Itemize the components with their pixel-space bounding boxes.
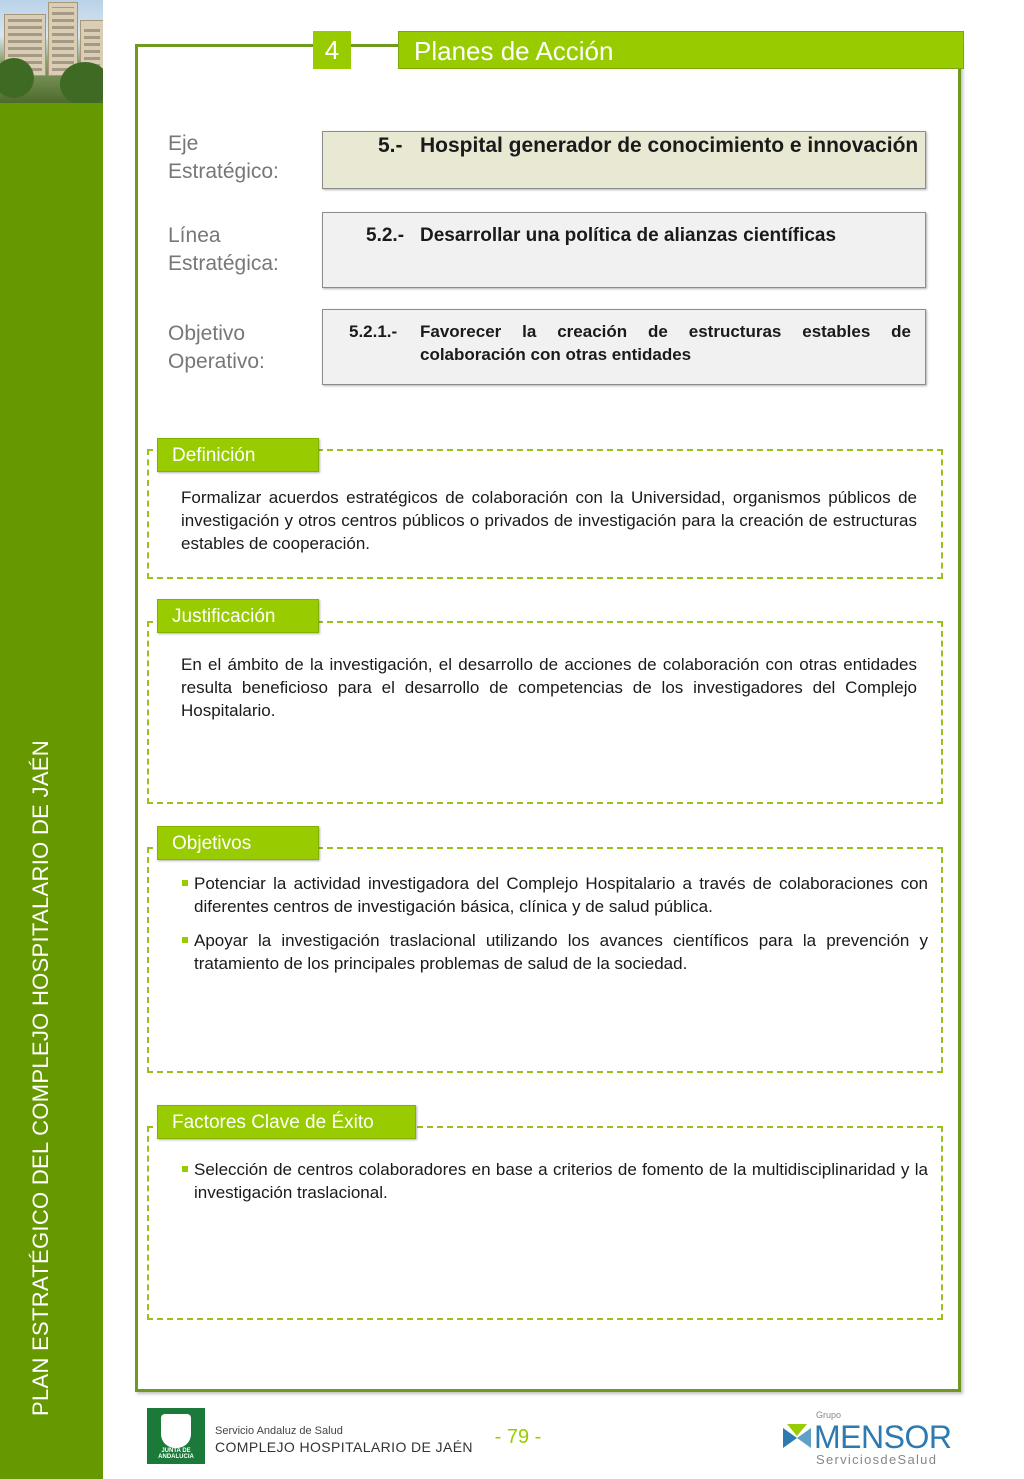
mensor-tagline: ServiciosdeSalud (816, 1452, 938, 1467)
linea-code: 5.2.- (366, 225, 405, 246)
junta-shield-icon (147, 1408, 205, 1464)
factores-list (181, 1158, 928, 1215)
linea-label (168, 222, 279, 278)
bullet-icon (182, 1166, 188, 1172)
eje-code: 5.- (378, 134, 403, 157)
linea-text: Desarrollar una política de alianzas científicas (420, 225, 837, 246)
grupo-text: Grupo (816, 1410, 842, 1420)
bullet-icon (182, 937, 188, 943)
eje-label-line2: Estratégico: (168, 160, 279, 183)
eje-label (168, 130, 279, 186)
hospital-photo (0, 0, 103, 103)
list-item-text: Potenciar la actividad investigadora del Complejo Hospitalario a través de colaboraciones con diferentes centros de investigación básica, clínica y de salud pública. (194, 874, 928, 916)
linea-box (322, 212, 926, 288)
linea-label-line1: Línea (168, 224, 221, 247)
list-item (181, 1158, 928, 1204)
chapter-title: Planes de Acción (398, 31, 964, 69)
objetivos-tab: Objetivos (157, 826, 319, 860)
definicion-body: Formalizar acuerdos estratégicos de colaboración con la Universidad, organismos públicos de investigación y otros centros públicos o privados de investigación para la creación de estructuras estables de cooperación. (181, 488, 917, 553)
chj-text: COMPLEJO HOSPITALARIO DE JAÉN (215, 1439, 473, 1455)
mensor-mark-icon (783, 1424, 811, 1452)
objetivo-label-line1: Objetivo (168, 322, 246, 345)
sidebar-title: PLAN ESTRATÉGICO DEL COMPLEJO HOSPITALARIO DE JAÉN (28, 740, 53, 1416)
justificacion-tab: Justificación (157, 599, 319, 633)
junta-logo (147, 1408, 473, 1464)
eje-label-line1: Eje (168, 132, 199, 155)
sas-text: Servicio Andaluz de Salud (215, 1425, 343, 1437)
definicion-tab: Definición (157, 438, 319, 472)
list-item (181, 872, 928, 918)
list-item (181, 929, 928, 975)
chapter-number: 4 (313, 31, 351, 69)
objetivos-list (181, 872, 928, 986)
list-item-text: Selección de centros colaboradores en base a criterios de fomento de la multidisciplinaridad y la investigación traslacional. (194, 1160, 928, 1202)
page-number: - 79 - (494, 1426, 542, 1448)
factores-section (147, 1126, 943, 1320)
justificacion-body: En el ámbito de la investigación, el desarrollo de acciones de colaboración con otras entidades resulta beneficioso para el desarrollo de competencias de los investigadores del Complejo Hospitalario. (181, 655, 917, 720)
objetivo-label-line2: Operativo: (168, 350, 265, 373)
eje-box (322, 131, 926, 189)
objetivo-label (168, 320, 265, 376)
factores-tab: Factores Clave de Éxito (157, 1105, 416, 1139)
bullet-icon (182, 880, 188, 886)
eje-text: Hospital generador de conocimiento e innovación (420, 134, 919, 157)
junta-caption: JUNTA DE ANDALUCIA (158, 1448, 194, 1460)
objetivo-text: Favorecer la creación de estructuras estables de colaboración con otras entidades (420, 322, 911, 364)
objetivo-box (322, 309, 926, 385)
mensor-logo (780, 1410, 960, 1470)
sidebar (0, 0, 103, 1479)
linea-label-line2: Estratégica: (168, 252, 279, 275)
mensor-text: MENSOR (814, 1419, 952, 1455)
list-item-text: Apoyar la investigación traslacional utilizando los avances científicos para la prevención y tratamiento de los principales problemas de salud de la sociedad. (194, 931, 928, 973)
objetivo-code: 5.2.1.- (349, 322, 398, 341)
